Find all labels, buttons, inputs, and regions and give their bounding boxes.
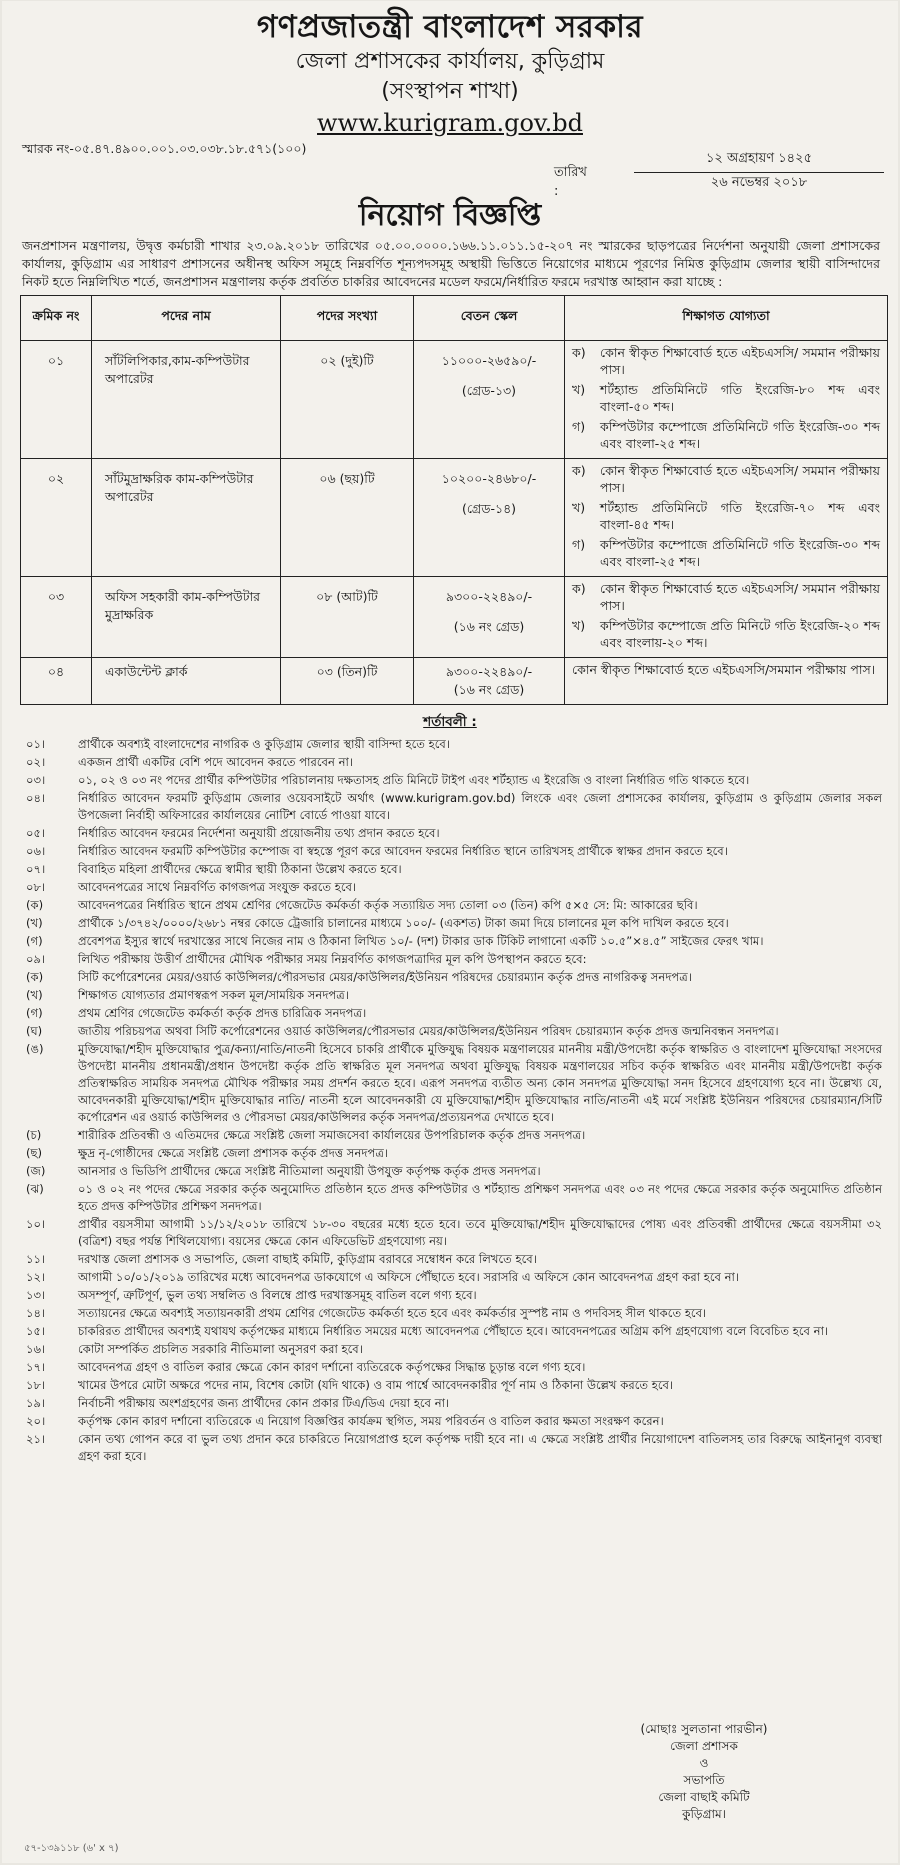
condition-text: নির্বাচনী পরীক্ষায় অংশগ্রহণের জন্য প্রার্থীদের কোন প্রকার টিএ/ডিএ দেয়া হবে না। <box>78 1396 450 1410</box>
conditions-list <box>20 736 882 1465</box>
condition-number: ২১। <box>26 1432 46 1446</box>
condition-number: ১৯। <box>26 1396 46 1410</box>
condition-number: ১৩। <box>26 1288 46 1302</box>
condition-text: বিবাহিত মহিলা প্রার্থীদের ক্ষেত্রে স্বামীর স্থায়ী ঠিকানা উল্লেখ করতে হবে। <box>78 862 402 876</box>
condition-item <box>20 1377 882 1394</box>
condition-item <box>20 843 882 860</box>
condition-item <box>20 736 882 753</box>
row-pay-scale <box>415 460 563 522</box>
condition-text: আনসার ও ভিডিপি প্রার্থীদের ক্ষেত্রে সংশ্লিষ্ট নীতিমালা অনুযায়ী উপযুক্ত কর্তৃপক্ষ কর্তৃক প্রদত্ত সনদপত্র। <box>78 1164 541 1178</box>
condition-text: একজন প্রার্থী একটির বেশি পদে আবেদন করতে পারবেন না। <box>78 755 354 769</box>
condition-item <box>20 754 882 771</box>
condition-item <box>20 1251 882 1268</box>
date-label: তারিখ : <box>554 165 587 199</box>
condition-item <box>20 879 882 896</box>
condition-number: ২০। <box>26 1414 46 1428</box>
condition-text: সত্যায়নের ক্ষেত্রে অবশ্যই সত্যায়নকারী প্রথম শ্রেণির গেজেটেড কর্মকর্তা হতে হবে এবং কর্মকর্তার সুস্পষ্ট নাম ও পদবিসহ সীল থাকতে হবে। <box>78 1306 707 1320</box>
condition-text: নির্ধারিত আবেদন ফরমের নির্দেশনা অনুযায়ী প্রয়োজনীয় তথ্য প্রদান করতে হবে। <box>78 826 440 840</box>
header-pay-scale: বেতন স্কেল <box>414 296 565 341</box>
signatory-designation: জেলা প্রশাসক <box>670 1739 738 1753</box>
header-post-name: পদের নাম <box>92 296 281 341</box>
condition-number: (চ) <box>26 1128 42 1142</box>
condition-number: ০৬। <box>26 844 46 858</box>
condition-item <box>20 951 882 968</box>
pay-grade: (১৬ নং গ্রেড) <box>453 682 525 697</box>
condition-number: ০৪। <box>26 791 46 805</box>
condition-text: শারীরিক প্রতিবন্ধী ও এতিমদের ক্ষেত্রে সংশ্লিষ্ট জেলা সমাজসেবা কার্যালয়ের উপপরিচালক কর্তৃক প্রদত্ত সনদপত্র। <box>78 1128 586 1142</box>
signature-block <box>574 1721 834 1823</box>
condition-text: লিখিত পরীক্ষায় উত্তীর্ণ প্রার্থীদের মৌখিক পরীক্ষার সময় নিম্নবর্ণিত কাগজপত্রাদির মূল কপি উপস্থাপন করতে হবে: <box>78 952 587 966</box>
conditions-heading: শর্তাবলী : <box>423 714 477 730</box>
row-qualifications <box>566 342 886 457</box>
row-post-name: সাঁটমুদ্রাক্ষরিক কাম-কম্পিউটার অপারেটর <box>105 471 254 504</box>
condition-text: প্রার্থীকে অবশ্যই বাংলাদেশের নাগরিক ও কুড়িগ্রাম জেলার স্থায়ী বাসিন্দা হতে হবে। <box>78 737 450 751</box>
condition-number: ১৭। <box>26 1360 46 1374</box>
row-post-name: অফিস সহকারী কাম-কম্পিউটার মুদ্রাক্ষরিক <box>105 589 261 622</box>
row-post-count: ০৮ (আট)টি <box>316 589 378 604</box>
pay-scale-range: ৯৩০০-২২৪৯০/- <box>445 589 533 604</box>
condition-item <box>20 861 882 878</box>
condition-text: কোটা সম্পর্কিত প্রচলিত সরকারি নীতিমালা অনুসরণ করা হবে। <box>78 1342 363 1356</box>
condition-number: (ছ) <box>26 1146 43 1160</box>
condition-item <box>20 1359 882 1376</box>
condition-number: (খ) <box>26 988 43 1002</box>
signatory-location: কুড়িগ্রাম। <box>682 1807 726 1821</box>
row-serial: ০৩ <box>47 589 65 604</box>
notice-page <box>2 1 898 1863</box>
row-pay-scale <box>415 342 563 404</box>
pay-scale-range: ১১০০০-২৬৫৯০/- <box>441 353 537 368</box>
condition-text: আবেদনপত্র গ্রহণ ও বাতিল করার ক্ষেত্রে কোন কারণ দর্শানো ব্যতিরেকে কর্তৃপক্ষের সিদ্ধান্ত চূড়ান্ত বলে গণ্য হবে। <box>78 1360 586 1374</box>
condition-text: নির্ধারিত আবেদন ফরমটি কুড়িগ্রাম জেলার ওয়েবসাইটে অর্থাৎ (www.kurigram.gov.bd) লিংকে এবং জেলা প্রশাসকের কার্যালয়, কুড়িগ্রাম ও কুড়িগ্রাম জেলার সকল উপজেলা নির্বাহী অফিসারের কার্যালয়ের নোটিশ বোর্ডে পাওয়া যাবে। <box>78 791 882 822</box>
pay-grade: (১৬ নং গ্রেড) <box>453 619 525 634</box>
condition-text: মুক্তিযোদ্ধা/শহীদ মুক্তিযোদ্ধার পুত্র/কন্যা/নাতি/নাতনী হিসেবে চাকরি প্রার্থীকে মুক্তিযুদ্ধ বিষয়ক মন্ত্রণালয়ের মাননীয় মন্ত্রী/উপদেষ্টা কর্তৃক স্বাক্ষরিত ও বাংলাদেশ মুক্তিযোদ্ধা সংসদের উপদেষ্টা মাননীয় প্রধানমন্ত্রী/প্রধান উপদেষ্টা কর্তৃক প্রতি স্বাক্ষরিত মূল সনদপত্র অথবা মুক্তিযুদ্ধ বিষয়ক মন্ত্রণালয়ের সচিব কর্তৃক স্বাক্ষরিত এবং মাননীয় মন্ত্রী/উপদেষ্টা কর্তৃক প্রতিস্বাক্ষরিত সাময়িক সনদপত্র মৌখিক পরীক্ষার সময় প্রদর্শন করতে হবে। এরূপ সনদপত্র ব্যতীত অন্য কোন সনদপত্র মুক্তিযোদ্ধা সনদ হিসেবে গ্রহণযোগ্য হবে না। উল্লেখ্য যে, আবেদনকারী মুক্তিযোদ্ধা/শহীদ মুক্তিযোদ্ধার নাতি/ নাতনী হলে আবেদনকারী যে মুক্তিযোদ্ধা/শহীদ মুক্তিযোদ্ধার নাতি/নাতনী এই মর্মে সংশ্লিষ্ট ইউনিয়ন পরিষদের চেয়ারম্যান/সিটি কর্পোরেশন এর ওয়ার্ড কাউন্সিলর ও পৌরসভা মেয়র/কাউন্সিলর কর্তৃক সনদপত্র/প্রত্যয়নপত্র দেখাতে হবে। <box>78 1042 882 1124</box>
header-serial: ক্রমিক নং <box>21 296 92 341</box>
condition-number: (গ) <box>26 1006 43 1020</box>
row-post-count: ০২ (দুই)টি <box>320 353 374 368</box>
condition-item <box>20 1005 882 1022</box>
condition-number: (ঙ) <box>26 1042 44 1056</box>
condition-number: ১২। <box>26 1270 46 1284</box>
row-qualifications <box>566 659 886 683</box>
condition-item <box>20 1413 882 1430</box>
condition-item <box>20 1395 882 1412</box>
qualification-item: কোন স্বীকৃত শিক্ষাবোর্ড হতে এইচএসসি/সমমান পরীক্ষায় পাস। <box>572 662 876 677</box>
qualification-item: খ) শর্টহ্যান্ড প্রতিমিনিটে গতি ইংরেজি-৭০ শব্দ এবং বাংলা-৪৫ শব্দ। <box>572 500 880 532</box>
table-row <box>21 459 888 577</box>
condition-item <box>20 915 882 932</box>
footer-code: ৫৭-১৩৯১১৮ (৬' x ৭) <box>24 1843 119 1854</box>
condition-text: ক্ষুদ্র নৃ-গোষ্ঠীদের ক্ষেত্রে সংশ্লিষ্ট জেলা প্রশাসক কর্তৃক প্রদত্ত সনদপত্র। <box>78 1146 388 1160</box>
condition-number: ১০। <box>26 1217 46 1231</box>
branch-name: (সংস্থাপন শাখা) <box>381 79 519 104</box>
qualification-item: ক) কোন স্বীকৃত শিক্ষাবোর্ড হতে এইচএসসি/ সমমান পরীক্ষায় পাস। <box>572 581 880 613</box>
pay-scale-range: ৯৩০০-২২৪৯০/- <box>445 664 533 679</box>
condition-number: (ঘ) <box>26 1024 43 1038</box>
signatory-conjunction: ও <box>699 1756 709 1770</box>
condition-item <box>20 1287 882 1304</box>
condition-text: আবেদনপত্রের নির্ধারিত স্থানে প্রথম শ্রেণির গেজেটেড কর্মকর্তা কর্তৃক সত্যায়িত সদ্য তোলা ০৩ (তিন) কপি ৫×৫ সে: মি: আকারের ছবি। <box>78 898 698 912</box>
posts-table <box>20 295 888 705</box>
date-english: ২৬ নভেম্বর ২০১৮ <box>710 175 808 190</box>
condition-number: ০৯। <box>26 952 46 966</box>
condition-item <box>20 1163 882 1180</box>
condition-text: জাতীয় পরিচয়পত্র অথবা সিটি কর্পোরেশনের ওয়ার্ড কাউন্সিলর/পৌরসভার মেয়র/কাউন্সিলর/ইউনিয়ন পরিষদ চেয়ারম্যান কর্তৃক প্রদত্ত জন্মনিবন্ধন সনদপত্র। <box>78 1024 779 1038</box>
condition-text: কর্তৃপক্ষ কোন কারণ দর্শানো ব্যতিরেকে এ নিয়োগ বিজ্ঞপ্তির কার্যক্রম স্থগিত, সময় পরিবর্তন ও বাতিল করার ক্ষমতা সংরক্ষণ করেন। <box>78 1414 664 1428</box>
row-serial: ০২ <box>47 471 65 486</box>
signatory-committee: জেলা বাছাই কমিটি <box>658 1790 750 1804</box>
memo-number: স্মারক নং-০৫.৪৭.৪৯০০.০০১.০৩.০৩৮.১৮.৫৭১(১০০) <box>22 141 307 156</box>
condition-item <box>20 1041 882 1126</box>
row-post-name: সাঁটলিপিকার,কাম-কম্পিউটার অপারেটর <box>105 353 250 386</box>
condition-number: (ক) <box>26 898 44 912</box>
condition-number: (জ) <box>26 1164 46 1178</box>
qualification-item: ক) কোন স্বীকৃত শিক্ষাবোর্ড হতে এইচএসসি/ সমমান পরীক্ষায় পাস। <box>572 463 880 495</box>
condition-item <box>20 1305 882 1322</box>
condition-item <box>20 1145 882 1162</box>
signatory-role: সভাপতি <box>683 1773 725 1787</box>
header-post-count: পদের সংখ্যা <box>281 296 414 341</box>
header-qualification: শিক্ষাগত যোগ্যতা <box>565 296 888 341</box>
condition-item <box>20 1323 882 1340</box>
government-title: গণপ্রজাতন্ত্রী বাংলাদেশ সরকার <box>256 9 644 45</box>
office-name: জেলা প্রশাসকের কার্যালয়, কুড়িগ্রাম <box>295 49 605 74</box>
condition-item <box>20 825 882 842</box>
row-pay-scale <box>415 578 563 640</box>
condition-text: প্রথম শ্রেণির গেজেটেড কর্মকর্তা কর্তৃক প্রদত্ত চারিত্রিক সনদপত্র। <box>78 1006 367 1020</box>
condition-number: ১৮। <box>26 1378 46 1392</box>
condition-item <box>20 772 882 789</box>
condition-text: দরখাস্ত জেলা প্রশাসক ও সভাপতি, জেলা বাছাই কমিটি, কুড়িগ্রাম বরাবরে সম্বোধন করে লিখতে হবে। <box>78 1252 537 1266</box>
condition-text: প্রবেশপত্র ইস্যুর স্বার্থে দরখাস্তের সাথে নিজের নাম ও ঠিকানা লিখিত ১০/- (দশ) টাকার ডাক টিকিট লাগানো একটি ১০.৫”×৪.৫” সাইজের ফেরৎ খাম। <box>78 934 764 948</box>
intro-paragraph: জনপ্রশাসন মন্ত্রণালয়, উদ্বৃত্ত কর্মচারী শাখার ২৩.০৯.২০১৮ তারিখের ০৫.০০.০০০০.১৬৬.১১.০১১.১৫-২০৭ নং স্মারকের ছাড়পত্রের নির্দেশনা অনুযায়ী জেলা প্রশাসকের কার্যালয়, কুড়িগ্রাম এর সাধারণ প্রশাসনের অধীনস্থ অফিস সমূহে নিম্নবর্ণিত শূন্যপদসমূহ অস্থায়ী ভিত্তিতে নিয়োগের মাধ্যমে পূরণের নিমিত্ত কুড়িগ্রাম জেলার স্থায়ী বাসিন্দাদের নিকট হতে নিম্নলিখিত শর্তে, জনপ্রশাসন মন্ত্রণালয় কর্তৃক প্রবর্তিত চাকরির আবেদনের মডেল ফরমে/নির্ধারিত ফরমে দরখাস্ত আহ্বান করা যাচ্ছে : <box>22 238 880 289</box>
row-post-name: একাউন্টেন্ট ক্লার্ক <box>105 664 188 679</box>
pay-grade: (গ্রেড-১৪) <box>461 501 517 516</box>
condition-item <box>20 969 882 986</box>
condition-number: ১৬। <box>26 1342 46 1356</box>
condition-item <box>20 1127 882 1144</box>
row-post-count: ০৬ (ছয়)টি <box>319 471 375 486</box>
notice-title: নিয়োগ বিজ্ঞপ্তি <box>358 198 542 233</box>
row-serial: ০৪ <box>47 664 65 679</box>
row-pay-scale <box>415 659 563 703</box>
condition-number: ০৮। <box>26 880 46 894</box>
date-bangla: ১২ অগ্রহায়ণ ১৪২৫ <box>634 149 884 173</box>
condition-number: ১১। <box>26 1252 46 1266</box>
table-row <box>21 341 888 459</box>
table-row <box>21 658 888 705</box>
condition-number: (ক) <box>26 970 44 984</box>
condition-text: শিক্ষাগত যোগ্যতার প্রমাণস্বরূপ সকল মূল/সাময়িক সনদপত্র। <box>78 988 349 1002</box>
row-qualifications <box>566 460 886 575</box>
condition-item <box>20 1269 882 1286</box>
qualification-item: গ) কম্পিউটার কম্পোজে প্রতিমিনিটে গতি ইংরেজি-৩০ শব্দ এবং বাংলা-২৫ শব্দ। <box>572 419 880 451</box>
condition-number: ০২। <box>26 755 46 769</box>
condition-item <box>20 790 882 824</box>
condition-item <box>20 987 882 1004</box>
memo-row <box>2 139 898 197</box>
condition-number: ০৭। <box>26 862 46 876</box>
condition-text: খামের উপরে মোটা অক্ষরে পদের নাম, বিশেষ কোটা (যদি থাকে) ও বাম পার্শ্বে আবেদনকারীর পূর্ণ নাম ও ঠিকানা উল্লেখ করতে হবে। <box>78 1378 674 1392</box>
letterhead <box>2 1 898 139</box>
condition-number: ১৪। <box>26 1306 46 1320</box>
condition-text: প্রার্থীকে ১/৩৭৪২/০০০০/২৬৮১ নম্বর কোডে ট্রেজারি চালানের মাধ্যমে ১০০/- (একশত) টাকা জমা দিয়ে চালানের মূল কপি দাখিল করতে হবে। <box>78 916 729 930</box>
row-post-count: ০৩ (তিন)টি <box>316 664 378 679</box>
website-link[interactable]: www.kurigram.gov.bd <box>317 109 583 137</box>
table-header-row <box>21 296 888 341</box>
condition-item <box>20 1341 882 1358</box>
qualification-item: গ) কম্পিউটার কম্পোজে প্রতিমিনিটে গতি ইংরেজি-৩০ শব্দ এবং বাংলা-২৫ শব্দ। <box>572 537 880 569</box>
condition-item <box>20 1023 882 1040</box>
signatory-name: (মোছাঃ সুলতানা পারভীন) <box>640 1722 768 1736</box>
qualification-item: খ) শর্টহ্যান্ড প্রতিমিনিটে গতি ইংরেজি-৮০ শব্দ এবং বাংলা-৫০ শব্দ। <box>572 382 880 414</box>
condition-text: আগামী ১০/০১/২০১৯ তারিখের মধ্যে আবেদনপত্র ডাকযোগে এ অফিসে পৌঁছাতে হবে। সরাসরি এ অফিসে কোন আবেদনপত্র গ্রহণ করা হবে না। <box>78 1270 740 1284</box>
pay-scale-range: ১০২০০-২৪৬৮০/- <box>441 471 537 486</box>
condition-number: (খ) <box>26 916 43 930</box>
condition-number: ০৫। <box>26 826 46 840</box>
row-serial: ০১ <box>47 353 65 368</box>
qualification-item: খ) কম্পিউটার কম্পোজে প্রতি মিনিটে গতি ইংরেজি-২০ শব্দ এবং বাংলায়-২০ শব্দ। <box>572 618 880 650</box>
condition-item <box>20 897 882 914</box>
row-qualifications <box>566 578 886 656</box>
condition-item <box>20 1216 882 1250</box>
condition-number: (গ) <box>26 934 43 948</box>
condition-item <box>20 1181 882 1215</box>
condition-text: আবেদনপত্রের সাথে নিম্নবর্ণিত কাগজপত্র সংযুক্ত করতে হবে। <box>78 880 357 894</box>
condition-number: ০১। <box>26 737 46 751</box>
condition-text: সিটি কর্পোরেশনের মেয়র/ওয়ার্ড কাউন্সিলর/পৌরসভার মেয়র/কাউন্সিলর/ইউনিয়ন পরিষদের চেয়ারম্যান কর্তৃক প্রদত্ত নাগরিকত্ব সনদপত্র। <box>78 970 692 984</box>
table-row <box>21 577 888 658</box>
condition-text: প্রার্থীর বয়সসীমা আগামী ১১/১২/২০১৮ তারিখে ১৮-৩০ বছরের মধ্যে হতে হবে। তবে মুক্তিযোদ্ধা/শহীদ মুক্তিযোদ্ধাদের পোষ্য এবং প্রতিবন্ধী প্রার্থীদের ক্ষেত্রে বয়সসীমা ৩২ (বত্রিশ) বছর পর্যন্ত শিথিলযোগ্য। বয়সের ক্ষেত্রে কোন এফিডেভিট গ্রহণযোগ্য নয়। <box>78 1217 882 1248</box>
qualification-item: ক) কোন স্বীকৃত শিক্ষাবোর্ড হতে এইচএসসি/ সমমান পরীক্ষায় পাস। <box>572 345 880 377</box>
condition-text: ০১ ও ০২ নং পদের ক্ষেত্রে সরকার কর্তৃক অনুমোদিত প্রতিষ্ঠান হতে প্রদত্ত কম্পিউটার ও শর্টহ্যান্ড প্রশিক্ষণ সনদপত্র এবং ০৩ নং পদের ক্ষেত্রে সরকার কর্তৃক অনুমোদিত প্রতিষ্ঠান হতে প্রদত্ত কম্পিউটার প্রশিক্ষণ সনদপত্র। <box>78 1182 882 1213</box>
pay-grade: (গ্রেড-১৩) <box>461 383 517 398</box>
condition-text: কোন তথ্য গোপন করে বা ভুল তথ্য প্রদান করে চাকরিতে নিয়োগপ্রাপ্ত হলে কর্তৃপক্ষ দায়ী হবে না। এ ক্ষেত্রে সংশ্লিষ্ট প্রার্থীর নিয়োগাদেশ বাতিলসহ তার বিরুদ্ধে আইনানুগ ব্যবস্থা গ্রহণ করা হবে। <box>78 1432 882 1463</box>
condition-text: অসম্পূর্ণ, ত্রুটিপূর্ণ, ভুল তথ্য সম্বলিত ও বিলম্বে প্রাপ্ত দরখাস্তসমূহ বাতিল বলে গণ্য হবে। <box>78 1288 477 1302</box>
condition-text: নির্ধারিত আবেদন ফরমটি কম্পিউটার কম্পোজ বা স্বহস্তে পূরণ করে আবেদন ফরমের নির্ধারিত স্থানে তারিখসহ প্রার্থীকে স্বাক্ষর প্রদান করতে হবে। <box>78 844 728 858</box>
condition-number: (ঝ) <box>26 1182 44 1196</box>
condition-number: ১৫। <box>26 1324 46 1338</box>
condition-number: ০৩। <box>26 773 46 787</box>
condition-text: চাকরিরত প্রার্থীদের অবশ্যই যথাযথ কর্তৃপক্ষের মাধ্যমে নির্ধারিত সময়ের মধ্যে আবেদনপত্র পৌঁছাতে হবে। আবেদনপত্রের অগ্রিম কপি গ্রহণযোগ্য বলে বিবেচিত হবে না। <box>78 1324 829 1338</box>
condition-item <box>20 933 882 950</box>
condition-text: ০১, ০২ ও ০৩ নং পদের প্রার্থীর কম্পিউটার পরিচালনায় দক্ষতাসহ প্রতি মিনিটে টাইপ এবং শর্টহ্যান্ড এ ইংরেজি ও বাংলা নির্ধারিত গতি থাকতে হবে। <box>78 773 750 787</box>
condition-item <box>20 1431 882 1465</box>
